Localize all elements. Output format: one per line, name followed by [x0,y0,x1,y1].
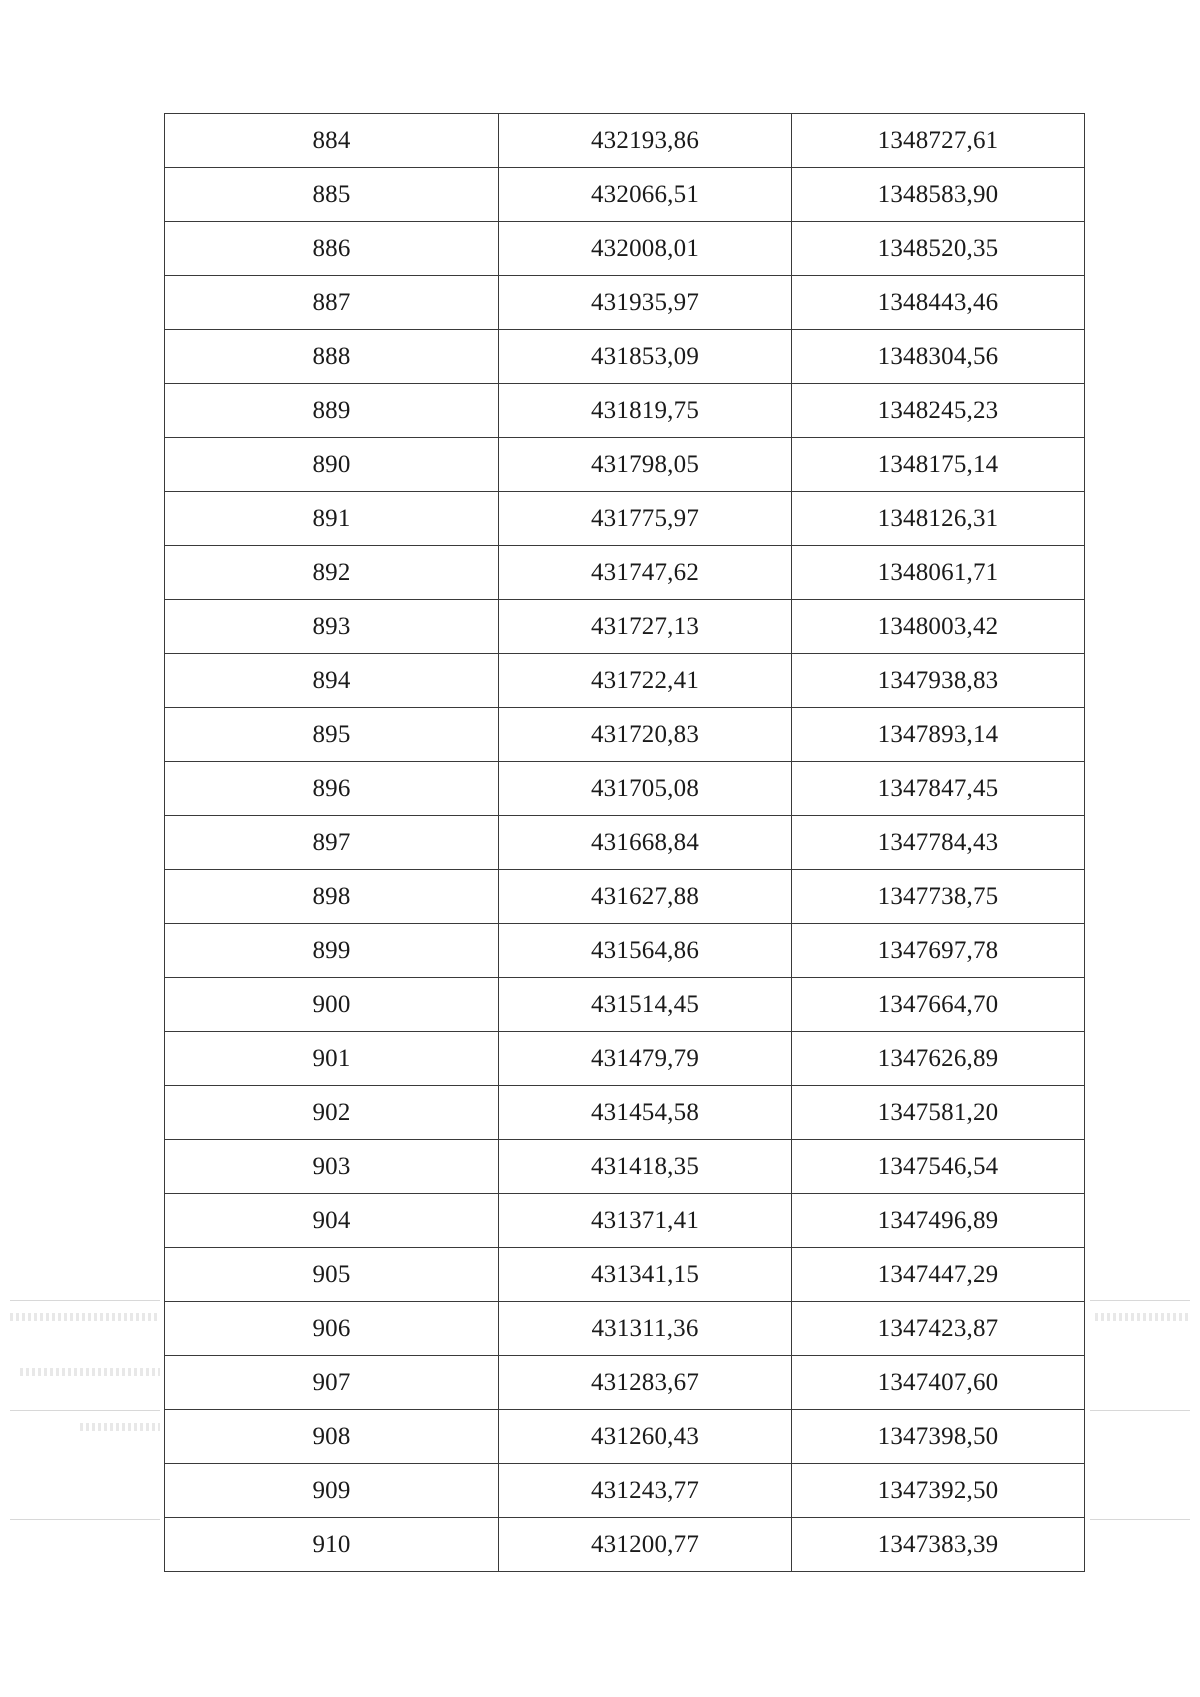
table-row [165,978,1085,1032]
y-coordinate-cell: 1347581,20 [792,1086,1085,1140]
x-coordinate-cell: 431341,15 [499,1248,792,1302]
y-coordinate-cell: 1347738,75 [792,870,1085,924]
point-number-cell: 890 [165,438,499,492]
y-coordinate-cell: 1347893,14 [792,708,1085,762]
table-row [165,384,1085,438]
point-number-cell: 892 [165,546,499,600]
x-coordinate-cell: 432008,01 [499,222,792,276]
point-number-cell: 896 [165,762,499,816]
point-number-cell: 903 [165,1140,499,1194]
x-coordinate-cell: 431243,77 [499,1464,792,1518]
x-coordinate-cell: 431727,13 [499,600,792,654]
point-number-cell: 893 [165,600,499,654]
y-coordinate-cell: 1347697,78 [792,924,1085,978]
x-coordinate-cell: 431454,58 [499,1086,792,1140]
y-coordinate-cell: 1347664,70 [792,978,1085,1032]
x-coordinate-cell: 431819,75 [499,384,792,438]
y-coordinate-cell: 1348126,31 [792,492,1085,546]
point-number-cell: 885 [165,168,499,222]
y-coordinate-cell: 1347398,50 [792,1410,1085,1464]
table-row [165,762,1085,816]
y-coordinate-cell: 1348175,14 [792,438,1085,492]
table-row [165,222,1085,276]
table-row [165,1086,1085,1140]
table-row [165,546,1085,600]
x-coordinate-cell: 431627,88 [499,870,792,924]
x-coordinate-cell: 431564,86 [499,924,792,978]
y-coordinate-cell: 1348443,46 [792,276,1085,330]
coordinates-table [164,113,1085,1572]
scan-artifact [1090,1519,1190,1520]
y-coordinate-cell: 1347407,60 [792,1356,1085,1410]
point-number-cell: 900 [165,978,499,1032]
x-coordinate-cell: 431775,97 [499,492,792,546]
x-coordinate-cell: 431798,05 [499,438,792,492]
table-row [165,492,1085,546]
y-coordinate-cell: 1348727,61 [792,114,1085,168]
x-coordinate-cell: 431283,67 [499,1356,792,1410]
point-number-cell: 908 [165,1410,499,1464]
y-coordinate-cell: 1347383,39 [792,1518,1085,1572]
point-number-cell: 904 [165,1194,499,1248]
table-row [165,816,1085,870]
x-coordinate-cell: 432193,86 [499,114,792,168]
y-coordinate-cell: 1347784,43 [792,816,1085,870]
table-row [165,1032,1085,1086]
point-number-cell: 899 [165,924,499,978]
scan-artifact [1090,1300,1190,1301]
y-coordinate-cell: 1347847,45 [792,762,1085,816]
scan-artifact [10,1300,160,1301]
point-number-cell: 887 [165,276,499,330]
x-coordinate-cell: 432066,51 [499,168,792,222]
point-number-cell: 884 [165,114,499,168]
x-coordinate-cell: 431200,77 [499,1518,792,1572]
x-coordinate-cell: 431668,84 [499,816,792,870]
scan-artifact [20,1368,160,1376]
x-coordinate-cell: 431747,62 [499,546,792,600]
y-coordinate-cell: 1347546,54 [792,1140,1085,1194]
point-number-cell: 889 [165,384,499,438]
point-number-cell: 888 [165,330,499,384]
scan-artifact [10,1410,160,1411]
scan-artifact [1095,1313,1190,1321]
x-coordinate-cell: 431935,97 [499,276,792,330]
table-row [165,924,1085,978]
point-number-cell: 906 [165,1302,499,1356]
table-row [165,1410,1085,1464]
x-coordinate-cell: 431514,45 [499,978,792,1032]
x-coordinate-cell: 431260,43 [499,1410,792,1464]
point-number-cell: 894 [165,654,499,708]
y-coordinate-cell: 1348583,90 [792,168,1085,222]
x-coordinate-cell: 431418,35 [499,1140,792,1194]
point-number-cell: 909 [165,1464,499,1518]
y-coordinate-cell: 1347938,83 [792,654,1085,708]
scan-artifact [1090,1410,1190,1411]
x-coordinate-cell: 431705,08 [499,762,792,816]
table-row [165,1194,1085,1248]
point-number-cell: 895 [165,708,499,762]
table-row [165,114,1085,168]
point-number-cell: 886 [165,222,499,276]
point-number-cell: 901 [165,1032,499,1086]
point-number-cell: 891 [165,492,499,546]
scan-artifact [10,1519,160,1520]
table-row [165,168,1085,222]
x-coordinate-cell: 431311,36 [499,1302,792,1356]
table-row [165,600,1085,654]
y-coordinate-cell: 1347423,87 [792,1302,1085,1356]
y-coordinate-cell: 1348304,56 [792,330,1085,384]
point-number-cell: 902 [165,1086,499,1140]
scan-artifact [80,1423,160,1431]
table-row [165,276,1085,330]
table-row [165,870,1085,924]
point-number-cell: 898 [165,870,499,924]
table-row [165,654,1085,708]
point-number-cell: 907 [165,1356,499,1410]
table-row [165,1302,1085,1356]
table-row [165,330,1085,384]
table-row [165,1248,1085,1302]
y-coordinate-cell: 1348061,71 [792,546,1085,600]
x-coordinate-cell: 431371,41 [499,1194,792,1248]
x-coordinate-cell: 431853,09 [499,330,792,384]
y-coordinate-cell: 1347496,89 [792,1194,1085,1248]
x-coordinate-cell: 431722,41 [499,654,792,708]
point-number-cell: 910 [165,1518,499,1572]
table-row [165,1140,1085,1194]
point-number-cell: 905 [165,1248,499,1302]
y-coordinate-cell: 1348003,42 [792,600,1085,654]
table-row [165,1518,1085,1572]
y-coordinate-cell: 1348520,35 [792,222,1085,276]
table-row [165,1464,1085,1518]
scan-artifact [10,1313,160,1321]
x-coordinate-cell: 431479,79 [499,1032,792,1086]
y-coordinate-cell: 1348245,23 [792,384,1085,438]
x-coordinate-cell: 431720,83 [499,708,792,762]
table-row [165,438,1085,492]
y-coordinate-cell: 1347392,50 [792,1464,1085,1518]
table-row [165,1356,1085,1410]
y-coordinate-cell: 1347447,29 [792,1248,1085,1302]
point-number-cell: 897 [165,816,499,870]
coordinates-table-body [165,114,1085,1572]
y-coordinate-cell: 1347626,89 [792,1032,1085,1086]
table-row [165,708,1085,762]
